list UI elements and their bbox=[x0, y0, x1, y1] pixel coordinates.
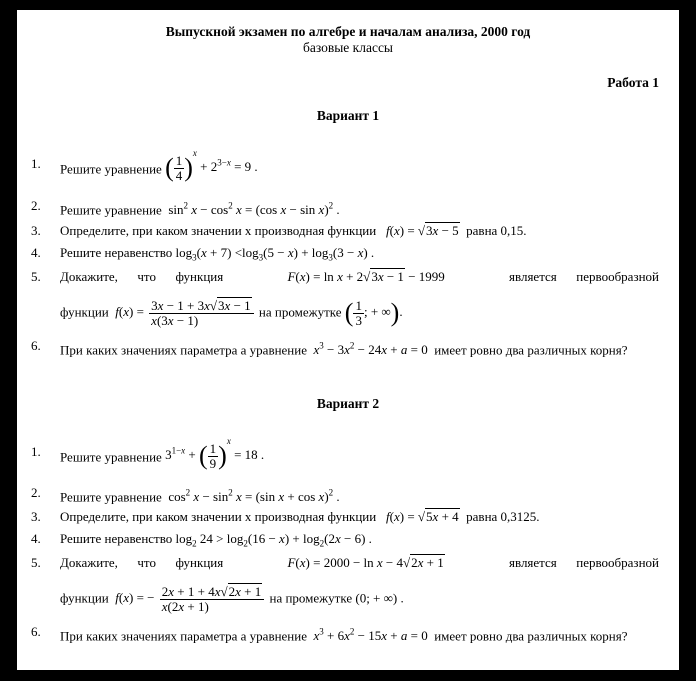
interval-formula: ( $\frac{1}{3}$ ; + ∞). bbox=[344, 298, 403, 328]
formula: $x^3 - 3x^2 - 24x + a = 0$ bbox=[313, 341, 431, 358]
problem-text: Определите, при каком значении x производная функции bbox=[60, 509, 377, 524]
problem-tail: имеет ровно два различных корня? bbox=[434, 628, 628, 644]
problem-tail: равна 0,3125. bbox=[466, 509, 540, 524]
problem-body bbox=[60, 485, 659, 505]
problem-tail: имеет ровно два различных корня? bbox=[434, 342, 628, 358]
problem-text: Решите неравенство bbox=[60, 245, 173, 260]
problem-tail: является первообразной bbox=[509, 555, 659, 570]
problem-tail: является первообразной bbox=[509, 269, 659, 284]
problem-text: При каких значениях параметра a уравнение bbox=[60, 342, 307, 358]
problem-body bbox=[60, 338, 659, 358]
formula: f(x) = √3x − 5 bbox=[385, 223, 459, 238]
problem-body bbox=[60, 509, 659, 525]
variant-1-title: Вариант 1 bbox=[316, 108, 380, 123]
formula: $\log_2 24 > \log_2(16 - x) + \log_2(2x - 6)$ . bbox=[175, 531, 372, 549]
problem-body bbox=[60, 531, 659, 552]
formula: $\sin^2 x - \cos^2 x = (\cos$ x − sin x)$^2$ . bbox=[165, 201, 340, 218]
formula: $\log_3(x + 7) <\log_3(5 - x) + \log_3(3 - x)$ . bbox=[175, 245, 375, 263]
problem-text: Докажите, что функция bbox=[60, 555, 224, 570]
formula: $x^3 + 6x^2 - 15x + a = 0$ bbox=[313, 627, 431, 644]
page-title: Выпускной экзамен по алгебре и началам анализа, 2000 год bbox=[165, 24, 531, 39]
page-subtitle: базовые классы bbox=[302, 40, 394, 55]
problem-body bbox=[60, 436, 659, 473]
problem-body bbox=[60, 223, 659, 239]
interval-text: на промежутке bbox=[258, 304, 342, 320]
problem-number: 6. bbox=[31, 624, 41, 639]
formula: f(x) = − $\frac{2x + 1 + 4x√2x + 1}{x(2x + 1)}$ bbox=[112, 590, 266, 605]
formula: F(x) = 2000 − ln x − 4√2x + 1 bbox=[287, 555, 444, 570]
problem-text: Решите уравнение bbox=[60, 489, 162, 505]
problem-number: 2. bbox=[31, 198, 41, 213]
problem-body bbox=[60, 245, 659, 266]
problem-body bbox=[60, 624, 659, 644]
problem-text: При каких значениях параметра a уравнение bbox=[60, 628, 307, 644]
problem-text: Решите уравнение bbox=[60, 449, 162, 465]
problem-text: Решите неравенство bbox=[60, 531, 173, 546]
interval-text: на промежутке (0; + ∞) . bbox=[269, 590, 404, 606]
problem-number: 4. bbox=[31, 531, 41, 546]
formula: ( $\frac{1}{4}$ )$^x + 2^{3-x} = 9$ . bbox=[165, 148, 258, 183]
formula: $3^{1-x}$ + ( $\frac{1}{9}$ )$^x$ = 18 . bbox=[165, 436, 265, 471]
problem-body bbox=[60, 269, 659, 328]
problem-text: Решите уравнение bbox=[60, 202, 162, 218]
problem-text: Докажите, что функция bbox=[60, 269, 224, 284]
problem-number: 6. bbox=[31, 338, 41, 353]
problem-line2-prefix: функции bbox=[60, 590, 109, 606]
exam-page bbox=[17, 10, 679, 670]
problem-text: Определите, при каком значении x производная функции bbox=[60, 223, 377, 238]
formula: F(x) = ln x + 2√3x − 1 − 1999 bbox=[287, 269, 445, 284]
problem-body bbox=[60, 198, 659, 218]
problem-body bbox=[60, 148, 659, 185]
problem-number: 3. bbox=[31, 223, 41, 238]
problem-line2-prefix: функции bbox=[60, 304, 109, 320]
formula: f(x) = √5x + 4 bbox=[385, 509, 459, 524]
work-label: Работа 1 bbox=[607, 75, 659, 90]
problem-number: 1. bbox=[31, 156, 41, 171]
variant-2-title: Вариант 2 bbox=[316, 396, 380, 411]
problem-number: 5. bbox=[31, 269, 41, 284]
problem-number: 2. bbox=[31, 485, 41, 500]
problem-text: Решите уравнение bbox=[60, 161, 162, 177]
formula: f(x) = $\frac{3x - 1 + 3x√3x - 1}{x(3x - 1)}$ bbox=[112, 304, 256, 319]
problem-number: 3. bbox=[31, 509, 41, 524]
problem-tail: равна 0,15. bbox=[466, 223, 527, 238]
formula: $\cos^2 x - \sin^2 x = (\sin$ x + cos x)$^2$ . bbox=[165, 488, 340, 505]
problem-number: 5. bbox=[31, 555, 41, 570]
problem-number: 4. bbox=[31, 245, 41, 260]
problem-body bbox=[60, 555, 659, 614]
problem-number: 1. bbox=[31, 444, 41, 459]
